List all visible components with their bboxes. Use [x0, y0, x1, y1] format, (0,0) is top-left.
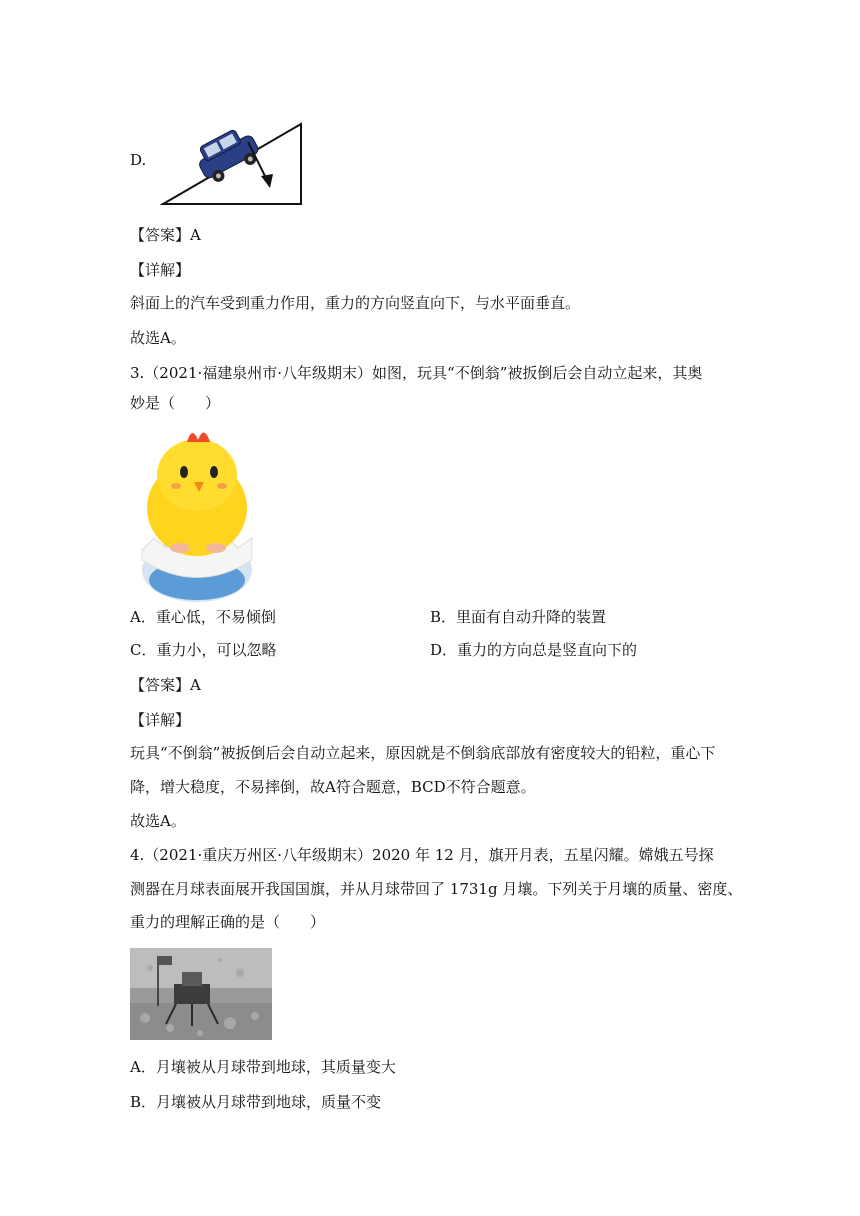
q4-option-a: A．月壤被从月球带到地球，其质量变大 — [130, 1058, 396, 1076]
q4-option-b: B．月壤被从月球带到地球，质量不变 — [130, 1093, 382, 1111]
q3-stem-line2: 妙是（ ） — [130, 394, 221, 412]
q4-stem-line2: 测器在月球表面展开我国国旗，并从月球带回了 1731g 月壤。下列关于月壤的质量、密度、 — [130, 880, 743, 898]
lander-body — [174, 984, 210, 1004]
q3-option-c: C．重力小，可以忽略 — [130, 641, 277, 659]
car-icon — [192, 123, 264, 186]
q3-answer: 【答案】A — [130, 676, 201, 694]
q3-option-b: B．里面有自动升降的装置 — [430, 608, 607, 626]
chick-crest — [187, 432, 210, 442]
arrow-head-icon — [261, 174, 273, 188]
q3-detail-line1: 玩具“不倒翁”被扳倒后会自动立起来，原因就是不倒翁底部放有密度较大的铅粒，重心下 — [130, 744, 716, 762]
option-d-label: D. — [130, 151, 147, 169]
q3-option-d: D．重力的方向总是竖直向下的 — [430, 641, 638, 659]
lunar-lander-photo — [130, 948, 272, 1040]
car-on-incline-figure — [160, 118, 305, 208]
q2-detail-text: 斜面上的汽车受到重力作用，重力的方向竖直向下，与水平面垂直。 — [130, 294, 581, 312]
tumbler-toy-figure — [132, 420, 262, 605]
flag-icon — [158, 956, 172, 965]
q2-conclusion: 故选A。 — [130, 329, 186, 347]
q3-detail-line2: 降，增大稳度，不易摔倒，故A符合题意，BCD不符合题意。 — [130, 778, 536, 796]
q2-detail-heading: 【详解】 — [130, 261, 191, 279]
q4-stem-line3: 重力的理解正确的是（ ） — [130, 913, 326, 931]
q3-detail-heading: 【详解】 — [130, 711, 191, 729]
q4-stem-line1: 4.（2021·重庆万州区·八年级期末）2020 年 12 月，旗开月表，五星闪耀。嫦娥五号探 — [130, 846, 714, 864]
q2-answer: 【答案】A — [130, 226, 201, 244]
q3-option-a: A．重心低，不易倾倒 — [130, 608, 276, 626]
q3-conclusion: 故选A。 — [130, 812, 186, 830]
q3-stem-line1: 3.（2021·福建泉州市·八年级期末）如图，玩具“不倒翁”被扳倒后会自动立起来，其奥 — [130, 364, 703, 382]
